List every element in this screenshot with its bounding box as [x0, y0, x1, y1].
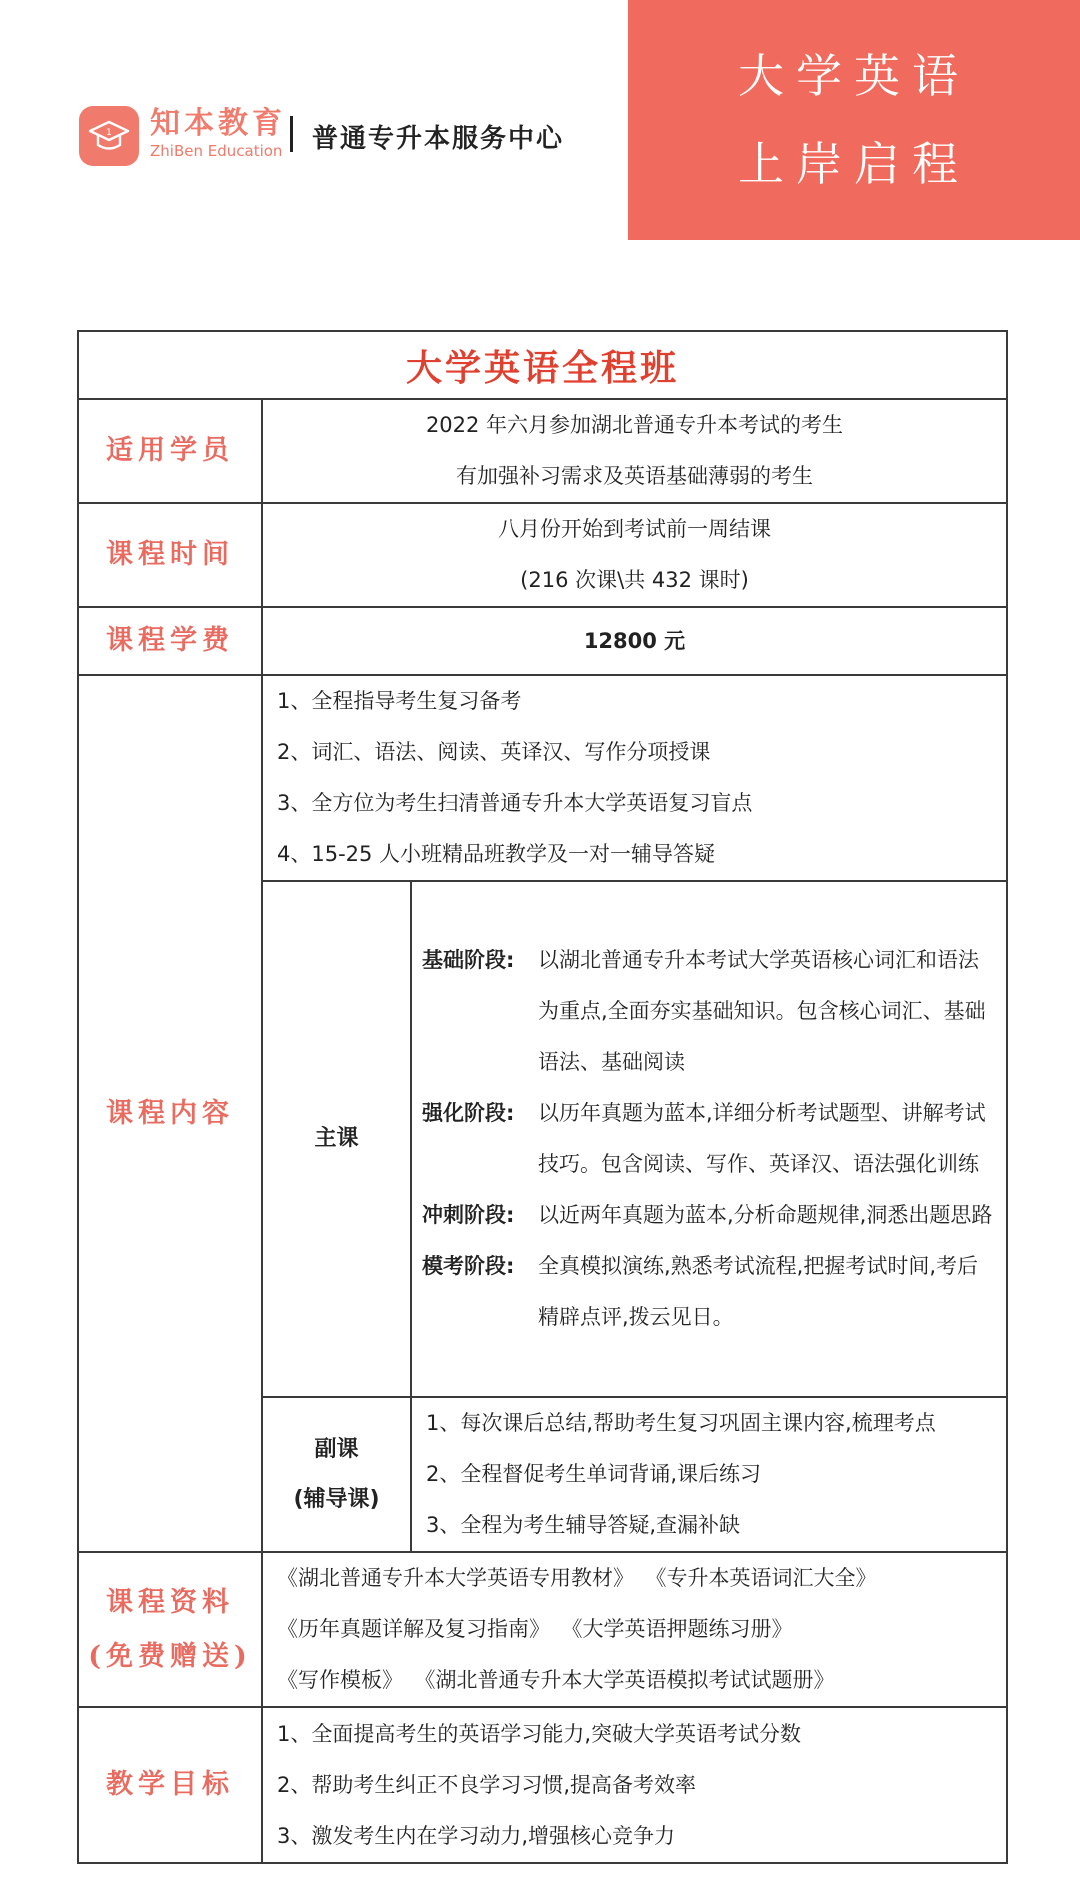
list-item: 4、15-25 人小班精品班教学及一对一辅导答疑	[277, 842, 716, 866]
materials-label: 课程资料	[106, 1586, 234, 1618]
material-title: 《写作模板》	[277, 1668, 403, 1692]
list-item: 1、全程指导考生复习备考	[277, 689, 522, 713]
time-value	[262, 503, 1007, 607]
content-points	[262, 675, 1007, 881]
time-line: (216 次课\共 432 课时)	[520, 568, 749, 592]
material-title: 《大学英语押题练习册》	[572, 1617, 793, 1641]
stage-item	[412, 935, 1006, 1088]
material-title: 《湖北普通专升本大学英语模拟考试试题册》	[425, 1668, 835, 1692]
stage-desc: 以历年真题为蓝本,详细分析考试题型、讲解考试技巧。包含阅读、写作、英译汉、语法强化训练	[538, 1101, 986, 1176]
list-item: 3、全方位为考生扫清普通专升本大学英语复习盲点	[277, 791, 753, 815]
material-title: 《湖北普通专升本大学英语专用教材》	[277, 1566, 634, 1590]
label-students: 适用学员	[78, 399, 262, 503]
stage-name: 冲刺阶段:	[422, 1203, 515, 1227]
stage-desc: 以近两年真题为蓝本,分析命题规律,洞悉出题思路	[538, 1203, 993, 1227]
list-item: 1、每次课后总结,帮助考生复习巩固主课内容,梳理考点	[426, 1411, 936, 1435]
label-content: 课程内容	[78, 675, 262, 1552]
main-course-stages	[411, 881, 1007, 1397]
brand-english: ZhiBen Education	[150, 142, 283, 160]
label-time: 课程时间	[78, 503, 262, 607]
list-item	[263, 1655, 1006, 1706]
label-goals: 教学目标	[78, 1707, 262, 1863]
list-item	[263, 1604, 1006, 1655]
graduation-cap-icon	[86, 113, 132, 159]
students-value	[262, 399, 1007, 503]
banner-line-2: 上岸启程	[738, 137, 970, 191]
list-item: 3、激发考生内在学习动力,增强核心竞争力	[277, 1823, 676, 1848]
sub-course-title: 副课	[314, 1436, 359, 1462]
course-table	[77, 330, 1008, 1864]
material-title: 《历年真题详解及复习指南》	[277, 1617, 550, 1641]
hero-banner	[628, 0, 1080, 240]
svg-text:1: 1	[106, 128, 112, 138]
label-materials	[78, 1552, 262, 1707]
list-item: 2、帮助考生纠正不良学习习惯,提高备考效率	[277, 1772, 697, 1797]
material-title: 《专升本英语词汇大全》	[656, 1566, 877, 1590]
list-item	[263, 1553, 1006, 1604]
list-item: 2、全程督促考生单词背诵,课后练习	[426, 1462, 762, 1486]
sub-course-note: (辅导课)	[293, 1486, 380, 1512]
main-course-label: 主课	[262, 881, 411, 1397]
materials-list	[262, 1552, 1007, 1707]
stage-name: 模考阶段:	[422, 1254, 515, 1278]
banner-line-1: 大学英语	[738, 49, 970, 103]
stage-item	[412, 1088, 1006, 1190]
goals-list	[262, 1707, 1007, 1863]
list-item: 1、全面提高考生的英语学习能力,突破大学英语考试分数	[277, 1721, 802, 1746]
stage-item	[412, 1190, 1006, 1241]
time-line: 八月份开始到考试前一周结课	[498, 517, 771, 541]
stage-name: 基础阶段:	[422, 948, 515, 972]
label-fee: 课程学费	[78, 607, 262, 675]
brand-name: 知本教育	[150, 106, 286, 141]
brand-divider	[290, 116, 293, 152]
fee-value: 12800 元	[262, 607, 1007, 675]
stage-desc: 全真模拟演练,熟悉考试流程,把握考试时间,考后精辟点评,拨云见日。	[538, 1254, 979, 1329]
table-title: 大学英语全程班	[78, 331, 1007, 399]
list-item: 3、全程为考生辅导答疑,查漏补缺	[426, 1513, 741, 1537]
service-center: 普通专升本服务中心	[312, 124, 565, 154]
students-line: 有加强补习需求及英语基础薄弱的考生	[456, 464, 813, 488]
sub-course-points	[411, 1397, 1007, 1552]
stage-desc: 以湖北普通专升本考试大学英语核心词汇和语法为重点,全面夯实基础知识。包含核心词汇、基础语法、基础阅读	[538, 948, 986, 1074]
stage-name: 强化阶段:	[422, 1101, 515, 1125]
brand-logo-icon	[79, 106, 139, 166]
students-line: 2022 年六月参加湖北普通专升本考试的考生	[425, 413, 844, 437]
stage-item	[412, 1241, 1006, 1343]
materials-label-note: (免费赠送)	[88, 1640, 252, 1672]
list-item: 2、词汇、语法、阅读、英译汉、写作分项授课	[277, 740, 711, 764]
sub-course-label	[262, 1397, 411, 1552]
